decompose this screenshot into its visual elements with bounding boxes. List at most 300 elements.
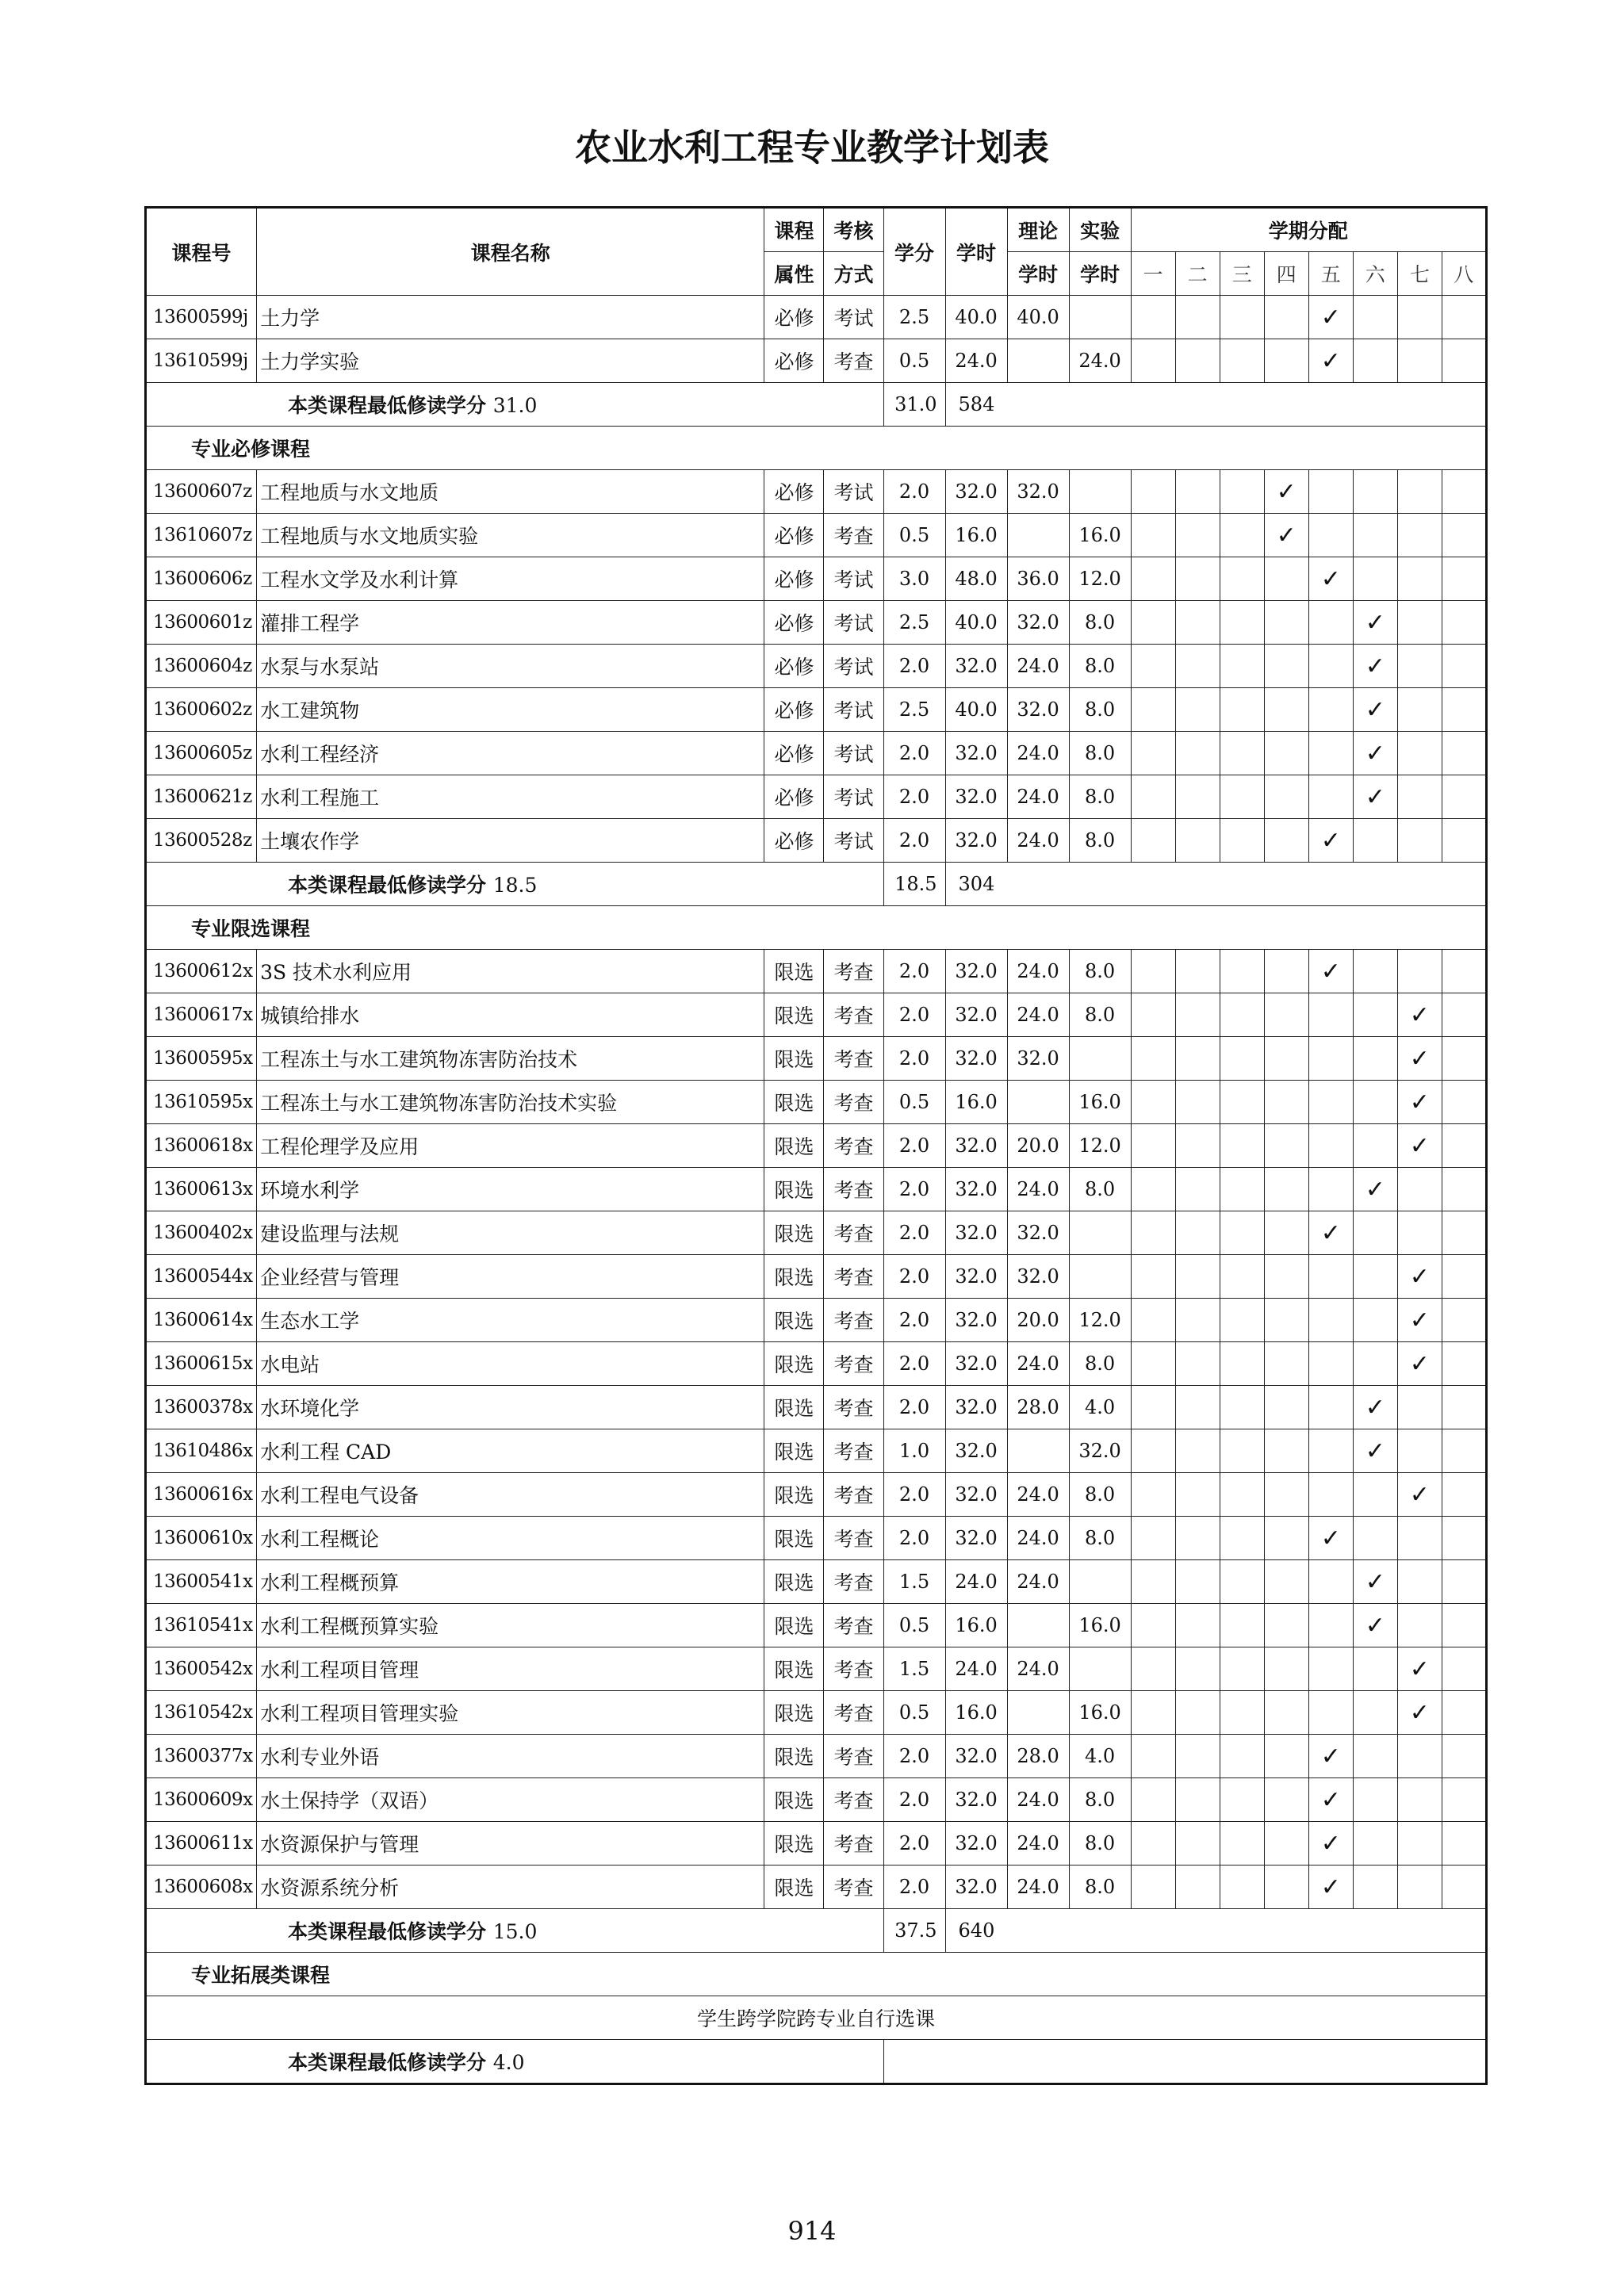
course-attr: 限选	[764, 1691, 824, 1735]
semester-cell-7	[1397, 470, 1442, 514]
header-course-name: 课程名称	[257, 208, 764, 296]
summary-hours-total: 584	[945, 383, 1486, 427]
semester-cell-2	[1175, 557, 1220, 601]
semester-cell-5	[1308, 1037, 1353, 1081]
summary-min-credit: 31.0	[492, 394, 538, 417]
semester-cell-2	[1175, 601, 1220, 645]
semester-cell-1	[1131, 470, 1175, 514]
semester-cell-8	[1442, 1081, 1486, 1124]
semester-cell-4	[1264, 775, 1308, 819]
semester-cell-2	[1175, 296, 1220, 339]
header-semester-group: 学期分配	[1131, 208, 1486, 252]
exam-method: 考试	[824, 819, 883, 863]
theory-hours: 24.0	[1007, 775, 1069, 819]
theory-hours: 24.0	[1007, 732, 1069, 775]
semester-cell-3	[1220, 1560, 1264, 1604]
check-mark-icon: ✓	[1320, 564, 1341, 593]
semester-cell-3	[1220, 296, 1264, 339]
course-code: 13610486x	[146, 1429, 257, 1473]
header-attr-1: 课程	[764, 208, 824, 252]
credit: 0.5	[883, 339, 945, 383]
course-code: 13600402x	[146, 1211, 257, 1255]
hours: 32.0	[945, 1211, 1007, 1255]
course-name: 工程伦理学及应用	[257, 1124, 764, 1168]
course-code: 13600611x	[146, 1822, 257, 1866]
semester-cell-6	[1353, 1299, 1397, 1342]
exam-method: 考查	[824, 1647, 883, 1691]
semester-cell-4	[1264, 557, 1308, 601]
credit: 2.0	[883, 732, 945, 775]
semester-cell-7	[1397, 1822, 1442, 1866]
semester-cell-6	[1353, 1604, 1397, 1647]
summary-label: 本类课程最低修读学分	[288, 1920, 487, 1943]
semester-cell-5	[1308, 732, 1353, 775]
check-mark-icon: ✓	[1320, 957, 1341, 985]
semester-cell-3	[1220, 1691, 1264, 1735]
hours: 32.0	[945, 1866, 1007, 1909]
header-hours: 学时	[945, 208, 1007, 296]
theory-hours: 24.0	[1007, 645, 1069, 688]
semester-cell-6	[1353, 1735, 1397, 1778]
credit: 2.0	[883, 775, 945, 819]
hours: 32.0	[945, 1342, 1007, 1386]
hours: 16.0	[945, 1604, 1007, 1647]
semester-cell-1	[1131, 601, 1175, 645]
theory-hours: 32.0	[1007, 601, 1069, 645]
semester-cell-8	[1442, 1473, 1486, 1517]
header-semester-7: 七	[1397, 252, 1442, 296]
exam-method: 考试	[824, 688, 883, 732]
summary-label-cell	[146, 1909, 884, 1953]
table-row	[146, 1342, 1487, 1386]
table-row	[146, 1299, 1487, 1342]
semester-cell-3	[1220, 993, 1264, 1037]
semester-cell-2	[1175, 1211, 1220, 1255]
semester-cell-2	[1175, 775, 1220, 819]
course-code: 13600610x	[146, 1517, 257, 1560]
semester-cell-4	[1264, 732, 1308, 775]
hours: 32.0	[945, 470, 1007, 514]
course-attr: 限选	[764, 1037, 824, 1081]
course-code: 13610599j	[146, 339, 257, 383]
theory-hours	[1007, 514, 1069, 557]
semester-cell-5	[1308, 1778, 1353, 1822]
semester-cell-4	[1264, 296, 1308, 339]
semester-cell-6	[1353, 1691, 1397, 1735]
semester-cell-5	[1308, 1386, 1353, 1429]
semester-cell-6	[1353, 1778, 1397, 1822]
semester-cell-6	[1353, 1124, 1397, 1168]
semester-cell-6	[1353, 1473, 1397, 1517]
theory-hours	[1007, 1691, 1069, 1735]
semester-cell-4	[1264, 1342, 1308, 1386]
hours: 32.0	[945, 1299, 1007, 1342]
semester-cell-7	[1397, 1604, 1442, 1647]
semester-cell-3	[1220, 1473, 1264, 1517]
summary-row	[146, 383, 1487, 427]
semester-cell-5	[1308, 1342, 1353, 1386]
theory-hours: 40.0	[1007, 296, 1069, 339]
summary-min-credit: 15.0	[492, 1920, 538, 1943]
header-semester-4: 四	[1264, 252, 1308, 296]
semester-cell-5	[1308, 645, 1353, 688]
semester-cell-4	[1264, 1822, 1308, 1866]
course-name: 土力学	[257, 296, 764, 339]
check-mark-icon: ✓	[1320, 1742, 1341, 1770]
summary-row	[146, 1909, 1487, 1953]
course-code: 13600604z	[146, 645, 257, 688]
semester-cell-1	[1131, 732, 1175, 775]
table-row	[146, 645, 1487, 688]
lab-hours: 16.0	[1069, 1691, 1131, 1735]
semester-cell-7	[1397, 688, 1442, 732]
semester-cell-5	[1308, 339, 1353, 383]
lab-hours	[1069, 470, 1131, 514]
table-row	[146, 1124, 1487, 1168]
semester-cell-3	[1220, 645, 1264, 688]
credit: 0.5	[883, 1081, 945, 1124]
semester-cell-2	[1175, 1124, 1220, 1168]
credit: 2.0	[883, 1735, 945, 1778]
course-name: 水利专业外语	[257, 1735, 764, 1778]
semester-cell-8	[1442, 1778, 1486, 1822]
course-attr: 限选	[764, 1517, 824, 1560]
course-code: 13610541x	[146, 1604, 257, 1647]
section-heading-row	[146, 1953, 1487, 1996]
semester-cell-4	[1264, 1299, 1308, 1342]
theory-hours	[1007, 1604, 1069, 1647]
course-attr: 必修	[764, 557, 824, 601]
summary-label: 本类课程最低修读学分	[288, 394, 487, 417]
course-name: 水利工程电气设备	[257, 1473, 764, 1517]
theory-hours: 32.0	[1007, 1037, 1069, 1081]
credit: 2.0	[883, 1124, 945, 1168]
hours: 40.0	[945, 296, 1007, 339]
semester-cell-4	[1264, 1647, 1308, 1691]
semester-cell-8	[1442, 819, 1486, 863]
semester-cell-5	[1308, 1822, 1353, 1866]
semester-cell-5	[1308, 296, 1353, 339]
semester-cell-8	[1442, 1037, 1486, 1081]
summary-row	[146, 863, 1487, 906]
credit: 0.5	[883, 514, 945, 557]
course-attr: 必修	[764, 514, 824, 557]
theory-hours: 24.0	[1007, 993, 1069, 1037]
credit: 2.0	[883, 993, 945, 1037]
semester-cell-5	[1308, 993, 1353, 1037]
course-name: 水利工程概预算	[257, 1560, 764, 1604]
semester-cell-3	[1220, 1604, 1264, 1647]
theory-hours: 32.0	[1007, 1255, 1069, 1299]
course-code: 13600614x	[146, 1299, 257, 1342]
course-code: 13600544x	[146, 1255, 257, 1299]
semester-cell-6	[1353, 1866, 1397, 1909]
section-heading: 专业必修课程	[146, 427, 1487, 470]
course-name: 生态水工学	[257, 1299, 764, 1342]
semester-cell-5	[1308, 557, 1353, 601]
semester-cell-5	[1308, 1168, 1353, 1211]
semester-cell-1	[1131, 1735, 1175, 1778]
lab-hours: 16.0	[1069, 514, 1131, 557]
table-row	[146, 1473, 1487, 1517]
semester-cell-2	[1175, 514, 1220, 557]
course-code: 13600617x	[146, 993, 257, 1037]
section-heading-row	[146, 906, 1487, 950]
hours: 48.0	[945, 557, 1007, 601]
course-name: 工程冻土与水工建筑物冻害防治技术实验	[257, 1081, 764, 1124]
semester-cell-4	[1264, 645, 1308, 688]
header-credit: 学分	[883, 208, 945, 296]
table-row	[146, 950, 1487, 993]
semester-cell-4	[1264, 1429, 1308, 1473]
semester-cell-5	[1308, 1517, 1353, 1560]
semester-cell-8	[1442, 1647, 1486, 1691]
hours: 24.0	[945, 339, 1007, 383]
hours: 24.0	[945, 1560, 1007, 1604]
semester-cell-5	[1308, 1691, 1353, 1735]
semester-cell-6	[1353, 296, 1397, 339]
semester-cell-7	[1397, 1778, 1442, 1822]
credit: 2.0	[883, 1037, 945, 1081]
semester-cell-5	[1308, 601, 1353, 645]
semester-cell-1	[1131, 1647, 1175, 1691]
semester-cell-6	[1353, 775, 1397, 819]
theory-hours: 24.0	[1007, 819, 1069, 863]
semester-cell-3	[1220, 601, 1264, 645]
semester-cell-2	[1175, 1778, 1220, 1822]
course-name: 水利工程概论	[257, 1517, 764, 1560]
credit: 2.0	[883, 819, 945, 863]
hours: 16.0	[945, 1081, 1007, 1124]
semester-cell-8	[1442, 993, 1486, 1037]
table-row	[146, 1822, 1487, 1866]
semester-cell-8	[1442, 1386, 1486, 1429]
semester-cell-2	[1175, 1866, 1220, 1909]
lab-hours: 8.0	[1069, 1342, 1131, 1386]
course-attr: 限选	[764, 1342, 824, 1386]
course-name: 水资源保护与管理	[257, 1822, 764, 1866]
credit: 2.0	[883, 1386, 945, 1429]
semester-cell-3	[1220, 819, 1264, 863]
semester-cell-3	[1220, 1037, 1264, 1081]
course-code: 13600612x	[146, 950, 257, 993]
table-row	[146, 1429, 1487, 1473]
check-mark-icon: ✓	[1320, 826, 1341, 855]
semester-cell-2	[1175, 339, 1220, 383]
course-name: 水利工程项目管理	[257, 1647, 764, 1691]
check-mark-icon: ✓	[1409, 1088, 1430, 1116]
semester-cell-1	[1131, 1037, 1175, 1081]
semester-cell-3	[1220, 1778, 1264, 1822]
check-mark-icon: ✓	[1320, 1829, 1341, 1858]
semester-cell-2	[1175, 1604, 1220, 1647]
semester-cell-8	[1442, 1168, 1486, 1211]
table-row	[146, 1560, 1487, 1604]
course-name: 工程水文学及水利计算	[257, 557, 764, 601]
semester-cell-7	[1397, 1560, 1442, 1604]
semester-cell-1	[1131, 1342, 1175, 1386]
credit: 2.0	[883, 1473, 945, 1517]
course-attr: 限选	[764, 1735, 824, 1778]
semester-cell-7	[1397, 1255, 1442, 1299]
semester-cell-6	[1353, 1342, 1397, 1386]
course-attr: 必修	[764, 296, 824, 339]
semester-cell-3	[1220, 557, 1264, 601]
theory-hours	[1007, 339, 1069, 383]
exam-method: 考查	[824, 1081, 883, 1124]
semester-cell-3	[1220, 514, 1264, 557]
credit: 0.5	[883, 1691, 945, 1735]
hours: 32.0	[945, 1778, 1007, 1822]
semester-cell-1	[1131, 775, 1175, 819]
lab-hours: 8.0	[1069, 1822, 1131, 1866]
semester-cell-4	[1264, 1691, 1308, 1735]
course-code: 13600615x	[146, 1342, 257, 1386]
credit: 1.0	[883, 1429, 945, 1473]
semester-cell-3	[1220, 1211, 1264, 1255]
semester-cell-7	[1397, 1691, 1442, 1735]
semester-cell-2	[1175, 1429, 1220, 1473]
semester-cell-1	[1131, 819, 1175, 863]
credit: 2.0	[883, 1211, 945, 1255]
semester-cell-7	[1397, 1081, 1442, 1124]
semester-cell-6	[1353, 514, 1397, 557]
check-mark-icon: ✓	[1320, 303, 1341, 331]
semester-cell-5	[1308, 1735, 1353, 1778]
course-code: 13600616x	[146, 1473, 257, 1517]
semester-cell-6	[1353, 1081, 1397, 1124]
exam-method: 考试	[824, 296, 883, 339]
course-name: 灌排工程学	[257, 601, 764, 645]
semester-cell-1	[1131, 1211, 1175, 1255]
semester-cell-2	[1175, 1647, 1220, 1691]
exam-method: 考查	[824, 1473, 883, 1517]
credit: 2.0	[883, 645, 945, 688]
lab-hours	[1069, 1647, 1131, 1691]
semester-cell-3	[1220, 1866, 1264, 1909]
semester-cell-1	[1131, 514, 1175, 557]
lab-hours: 16.0	[1069, 1604, 1131, 1647]
semester-cell-7	[1397, 993, 1442, 1037]
table-row	[146, 557, 1487, 601]
semester-cell-3	[1220, 950, 1264, 993]
theory-hours: 24.0	[1007, 1342, 1069, 1386]
exam-method: 考查	[824, 1124, 883, 1168]
semester-cell-5	[1308, 1560, 1353, 1604]
theory-hours: 36.0	[1007, 557, 1069, 601]
table-row	[146, 1211, 1487, 1255]
course-name: 企业经营与管理	[257, 1255, 764, 1299]
hours: 32.0	[945, 775, 1007, 819]
semester-cell-6	[1353, 470, 1397, 514]
check-mark-icon: ✓	[1320, 1219, 1341, 1247]
semester-cell-2	[1175, 1473, 1220, 1517]
credit: 2.0	[883, 1778, 945, 1822]
table-row	[146, 1517, 1487, 1560]
theory-hours: 32.0	[1007, 688, 1069, 732]
semester-cell-8	[1442, 775, 1486, 819]
hours: 16.0	[945, 514, 1007, 557]
course-code: 13600377x	[146, 1735, 257, 1778]
hours: 32.0	[945, 819, 1007, 863]
semester-cell-4	[1264, 1473, 1308, 1517]
course-code: 13600541x	[146, 1560, 257, 1604]
semester-cell-7	[1397, 1429, 1442, 1473]
lab-hours: 8.0	[1069, 819, 1131, 863]
semester-cell-3	[1220, 1647, 1264, 1691]
semester-cell-3	[1220, 1735, 1264, 1778]
course-code: 13600621z	[146, 775, 257, 819]
table-row	[146, 732, 1487, 775]
semester-cell-4	[1264, 819, 1308, 863]
theory-hours: 24.0	[1007, 950, 1069, 993]
hours: 16.0	[945, 1691, 1007, 1735]
semester-cell-7	[1397, 819, 1442, 863]
semester-cell-4	[1264, 514, 1308, 557]
semester-cell-3	[1220, 339, 1264, 383]
semester-cell-1	[1131, 1691, 1175, 1735]
check-mark-icon: ✓	[1276, 477, 1297, 506]
semester-cell-1	[1131, 1299, 1175, 1342]
theory-hours: 20.0	[1007, 1299, 1069, 1342]
semester-cell-7	[1397, 1124, 1442, 1168]
semester-cell-7	[1397, 296, 1442, 339]
lab-hours	[1069, 1037, 1131, 1081]
course-code: 13600602z	[146, 688, 257, 732]
summary-credit-total: 31.0	[883, 383, 945, 427]
semester-cell-2	[1175, 1822, 1220, 1866]
table-row	[146, 1866, 1487, 1909]
lab-hours: 8.0	[1069, 645, 1131, 688]
header-semester-1: 一	[1131, 252, 1175, 296]
semester-cell-8	[1442, 1822, 1486, 1866]
semester-cell-3	[1220, 688, 1264, 732]
course-name: 3S 技术水利应用	[257, 950, 764, 993]
semester-cell-2	[1175, 1255, 1220, 1299]
lab-hours: 12.0	[1069, 557, 1131, 601]
course-code: 13600595x	[146, 1037, 257, 1081]
check-mark-icon: ✓	[1409, 1349, 1430, 1378]
lab-hours: 8.0	[1069, 601, 1131, 645]
hours: 32.0	[945, 1735, 1007, 1778]
course-name: 水工建筑物	[257, 688, 764, 732]
table-row	[146, 1168, 1487, 1211]
course-attr: 限选	[764, 1473, 824, 1517]
course-name: 水环境化学	[257, 1386, 764, 1429]
summary-label-cell	[146, 2040, 884, 2084]
semester-cell-2	[1175, 993, 1220, 1037]
lab-hours: 8.0	[1069, 688, 1131, 732]
semester-cell-6	[1353, 950, 1397, 993]
course-code: 13600606z	[146, 557, 257, 601]
summary-row	[146, 2040, 1487, 2084]
exam-method: 考查	[824, 514, 883, 557]
course-attr: 必修	[764, 601, 824, 645]
semester-cell-2	[1175, 1386, 1220, 1429]
semester-cell-1	[1131, 1822, 1175, 1866]
teaching-plan-table	[144, 206, 1488, 2085]
semester-cell-1	[1131, 1604, 1175, 1647]
course-attr: 限选	[764, 1429, 824, 1473]
table-row	[146, 514, 1487, 557]
semester-cell-8	[1442, 1517, 1486, 1560]
hours: 32.0	[945, 1386, 1007, 1429]
course-name: 水电站	[257, 1342, 764, 1386]
semester-cell-6	[1353, 732, 1397, 775]
exam-method: 考查	[824, 1037, 883, 1081]
course-attr: 必修	[764, 645, 824, 688]
semester-cell-1	[1131, 1560, 1175, 1604]
